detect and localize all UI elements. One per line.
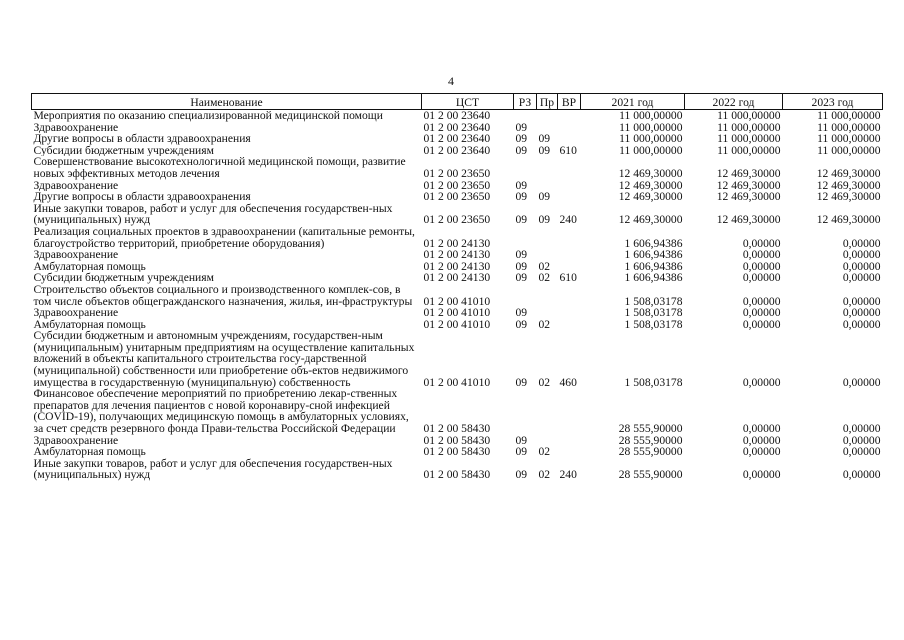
row-value-2022: 12 469,30000 — [716, 213, 781, 226]
table-row — [32, 156, 883, 179]
row-name: Другие вопросы в области здравоохранения — [33, 191, 251, 203]
row-value-2021: 1 508,03178 — [624, 375, 683, 389]
row-value-2022: 11 000,00000 — [717, 109, 781, 122]
row-cst: 01 2 00 23650 — [423, 179, 491, 192]
row-name: Субсидии бюджетным и автономным учреждениям, государствен-ным (муниципальным) унитарным предприятиям на осуществление капитальных вложений в объекты капитального строительства госу-дарственной (муниципальной) собственности или приобретение объ-ектов недвижимого имущества в государственную (муниципальную) собственность — [33, 330, 415, 389]
table-row — [32, 446, 883, 458]
row-pr: 02 — [538, 446, 551, 458]
row-cst: 01 2 00 58430 — [423, 422, 491, 435]
row-value-2021: 28 555,90000 — [618, 468, 683, 481]
row-vr — [558, 191, 581, 203]
row-name: Здравоохранение — [33, 121, 119, 134]
row-value-2022: 0,00000 — [742, 307, 781, 319]
table-row — [32, 203, 883, 226]
table-row — [32, 435, 883, 447]
column-header-2021: 2021 год — [581, 94, 685, 110]
table-row — [32, 110, 883, 122]
table-row — [32, 249, 883, 261]
row-rz: 09 — [515, 375, 528, 389]
row-vr: 460 — [559, 375, 577, 389]
row-rz: 09 — [515, 468, 528, 481]
row-vr — [558, 261, 581, 273]
row-value-2022: 0,00000 — [742, 318, 781, 331]
row-pr: 09 — [538, 144, 551, 157]
row-value-2023: 0,00000 — [842, 422, 881, 435]
table-row — [32, 133, 883, 145]
column-header-name: Наименование — [32, 94, 422, 110]
row-pr: 02 — [538, 468, 551, 481]
row-value-2023: 11 000,00000 — [817, 144, 881, 157]
row-value-2023: 0,00000 — [842, 260, 881, 273]
row-name: Амбулаторная помощь — [33, 446, 146, 458]
row-rz: 09 — [515, 144, 528, 157]
row-value-2023: 0,00000 — [842, 434, 881, 447]
row-pr: 02 — [538, 260, 551, 273]
row-value-2022: 0,00000 — [742, 375, 781, 389]
row-name: Здравоохранение — [33, 249, 119, 261]
row-vr: 610 — [559, 272, 577, 284]
row-rz: 09 — [515, 272, 528, 284]
row-value-2022: 0,00000 — [742, 294, 781, 308]
row-vr — [558, 133, 581, 145]
budget-table — [31, 93, 883, 481]
table-row — [32, 284, 883, 307]
row-value-2023: 0,00000 — [842, 446, 881, 458]
row-pr — [537, 180, 558, 192]
row-value-2023: 11 000,00000 — [817, 121, 881, 134]
row-value-2022: 0,00000 — [742, 434, 781, 447]
row-value-2021: 1 606,94386 — [624, 249, 683, 261]
column-header-pr: Пр — [537, 94, 558, 110]
table-row — [32, 388, 883, 434]
row-value-2023: 0,00000 — [842, 318, 881, 331]
row-cst: 01 2 00 24130 — [423, 272, 491, 284]
row-name: Субсидии бюджетным учреждениям — [33, 144, 214, 157]
row-value-2022: 0,00000 — [742, 272, 781, 284]
column-header-2023: 2023 год — [783, 94, 883, 110]
row-name: Финансовое обеспечение мероприятий по приобретению лекар-ственных препаратов для лечения пациентов с новой коронавиру-сной инфекцией (COVID-19), получающих медицинскую помощь в амбулаторных условиях, за счет средств резервного фонда Прави-тельства Российской Федерации — [33, 388, 409, 435]
row-value-2023: 12 469,30000 — [816, 179, 881, 192]
row-value-2021: 1 508,03178 — [624, 294, 683, 308]
row-rz: 09 — [515, 133, 528, 145]
row-cst: 01 2 00 24130 — [423, 249, 491, 261]
row-cst: 01 2 00 23640 — [423, 121, 491, 134]
row-value-2022: 0,00000 — [742, 260, 781, 273]
row-cst: 01 2 00 23640 — [423, 133, 491, 145]
row-value-2023: 0,00000 — [842, 294, 881, 308]
page-number: 4 — [448, 74, 454, 88]
row-value-2023: 0,00000 — [842, 307, 881, 319]
row-name: Субсидии бюджетным учреждениям — [33, 272, 214, 284]
row-name: Иные закупки товаров, работ и услуг для обеспечения государствен-ных (муниципальных) нужд — [33, 457, 393, 481]
row-vr — [558, 226, 581, 249]
table-row — [32, 330, 883, 388]
table-row — [32, 261, 883, 273]
row-pr — [537, 249, 558, 261]
row-vr: 240 — [559, 213, 577, 226]
row-value-2021: 28 555,90000 — [618, 446, 683, 458]
row-rz — [514, 388, 537, 434]
row-cst: 01 2 00 23650 — [423, 213, 491, 226]
row-cst: 01 2 00 58430 — [423, 446, 491, 458]
row-pr — [537, 307, 558, 319]
column-header-cst: ЦСТ — [422, 94, 514, 110]
row-cst: 01 2 00 58430 — [423, 434, 491, 447]
row-vr — [558, 156, 581, 179]
row-rz: 09 — [515, 249, 528, 261]
row-rz — [514, 226, 537, 249]
row-rz: 09 — [515, 307, 528, 319]
row-value-2023: 11 000,00000 — [817, 133, 881, 145]
row-rz: 09 — [515, 260, 528, 273]
row-value-2022: 12 469,30000 — [716, 179, 781, 192]
row-cst: 01 2 00 24130 — [423, 260, 491, 273]
row-vr: 240 — [559, 468, 577, 481]
row-pr: 02 — [538, 375, 551, 389]
row-cst: 01 2 00 41010 — [423, 307, 491, 319]
row-value-2023: 12 469,30000 — [816, 191, 881, 203]
row-value-2021: 11 000,00000 — [619, 133, 683, 145]
row-vr — [558, 307, 581, 319]
row-value-2022: 0,00000 — [742, 468, 781, 481]
row-cst: 01 2 00 58430 — [423, 468, 491, 481]
row-value-2022: 11 000,00000 — [717, 144, 781, 157]
row-vr: 610 — [559, 144, 577, 157]
row-vr — [558, 388, 581, 434]
row-rz: 09 — [515, 446, 528, 458]
row-value-2021: 1 606,94386 — [624, 236, 683, 250]
row-value-2023: 12 469,30000 — [816, 213, 881, 226]
row-value-2023: 0,00000 — [842, 468, 881, 481]
table-row — [32, 180, 883, 192]
row-value-2022: 0,00000 — [742, 236, 781, 250]
row-vr — [558, 446, 581, 458]
row-value-2021: 28 555,90000 — [618, 422, 683, 435]
row-cst: 01 2 00 23640 — [423, 144, 491, 157]
row-name: Здравоохранение — [33, 179, 119, 192]
row-value-2022: 12 469,30000 — [716, 191, 781, 203]
column-header-2022: 2022 год — [685, 94, 783, 110]
row-value-2021: 1 606,94386 — [624, 272, 683, 284]
row-pr: 02 — [538, 272, 551, 284]
row-rz — [514, 156, 537, 179]
row-value-2022: 11 000,00000 — [717, 121, 781, 134]
row-cst: 01 2 00 41010 — [423, 294, 491, 308]
table-row — [32, 122, 883, 134]
row-name: Здравоохранение — [33, 307, 119, 319]
row-name: Другие вопросы в области здравоохранения — [33, 133, 251, 145]
row-rz: 09 — [515, 121, 528, 134]
table-row — [32, 145, 883, 157]
row-rz: 09 — [515, 434, 528, 447]
row-rz: 09 — [515, 213, 528, 226]
row-value-2023: 12 469,30000 — [816, 166, 881, 180]
row-rz: 09 — [515, 191, 528, 203]
row-vr — [558, 319, 581, 331]
row-value-2021: 1 606,94386 — [624, 260, 683, 273]
table-row — [32, 458, 883, 481]
row-value-2021: 12 469,30000 — [618, 191, 683, 203]
table-row — [32, 307, 883, 319]
row-pr — [537, 284, 558, 307]
column-header-rz: РЗ — [514, 94, 537, 110]
row-cst: 01 2 00 23650 — [423, 191, 491, 203]
row-value-2023: 0,00000 — [842, 272, 881, 284]
row-vr — [558, 284, 581, 307]
row-cst: 01 2 00 41010 — [423, 375, 491, 389]
row-value-2021: 12 469,30000 — [618, 166, 683, 180]
row-rz: 09 — [515, 179, 528, 192]
row-name: Реализация социальных проектов в здравоохранении (капитальные ремонты, благоустройство территорий, приобретение оборудования) — [33, 225, 415, 250]
row-vr — [558, 249, 581, 261]
table-header-row — [32, 94, 883, 110]
row-value-2021: 1 508,03178 — [624, 318, 683, 331]
row-name: Амбулаторная помощь — [33, 318, 146, 331]
row-pr: 02 — [538, 318, 551, 331]
row-vr — [558, 435, 581, 447]
table-row — [32, 272, 883, 284]
table-row — [32, 226, 883, 249]
row-pr: 09 — [538, 133, 551, 145]
row-pr — [537, 226, 558, 249]
row-rz: 09 — [515, 318, 528, 331]
row-rz — [514, 110, 537, 122]
row-value-2021: 12 469,30000 — [618, 213, 683, 226]
row-pr — [537, 388, 558, 434]
row-name: Совершенствование высокотехнологичной медицинской помощи, развитие новых эффективных методов лечения — [33, 156, 406, 180]
row-value-2021: 28 555,90000 — [618, 434, 683, 447]
row-value-2022: 0,00000 — [742, 249, 781, 261]
row-pr — [537, 122, 558, 134]
row-vr — [558, 110, 581, 122]
row-cst: 01 2 00 24130 — [423, 236, 491, 250]
row-value-2022: 0,00000 — [742, 446, 781, 458]
row-rz — [514, 284, 537, 307]
row-pr — [537, 110, 558, 122]
row-value-2023: 0,00000 — [842, 236, 881, 250]
row-value-2021: 1 508,03178 — [624, 307, 683, 319]
row-value-2023: 0,00000 — [842, 375, 881, 389]
row-vr — [558, 122, 581, 134]
row-cst: 01 2 00 23640 — [423, 109, 491, 122]
table-row — [32, 319, 883, 331]
row-pr — [537, 435, 558, 447]
row-vr — [558, 180, 581, 192]
row-value-2022: 12 469,30000 — [716, 166, 781, 180]
row-value-2023: 11 000,00000 — [817, 109, 881, 122]
row-name: Здравоохранение — [33, 434, 119, 447]
row-name: Строительство объектов социального и производственного комплек-сов, в том числе объектов общегражданского назначения, жилья, ин-фраструктуры — [33, 283, 413, 308]
row-pr: 09 — [538, 191, 551, 203]
table-row — [32, 191, 883, 203]
row-value-2021: 11 000,00000 — [619, 121, 683, 134]
row-value-2021: 11 000,00000 — [619, 109, 683, 122]
row-cst: 01 2 00 23650 — [423, 166, 491, 180]
row-pr — [537, 156, 558, 179]
row-value-2022: 0,00000 — [742, 422, 781, 435]
row-value-2022: 11 000,00000 — [717, 133, 781, 145]
row-pr: 09 — [538, 213, 551, 226]
row-name: Амбулаторная помощь — [33, 260, 146, 273]
row-value-2023: 0,00000 — [842, 249, 881, 261]
row-name: Мероприятия по оказанию специализированной медицинской помощи — [33, 109, 383, 122]
row-value-2021: 11 000,00000 — [619, 144, 683, 157]
column-header-vr: ВР — [558, 94, 581, 110]
row-cst: 01 2 00 41010 — [423, 318, 491, 331]
row-name: Иные закупки товаров, работ и услуг для обеспечения государствен-ных (муниципальных) нужд — [33, 202, 393, 226]
row-value-2021: 12 469,30000 — [618, 179, 683, 192]
